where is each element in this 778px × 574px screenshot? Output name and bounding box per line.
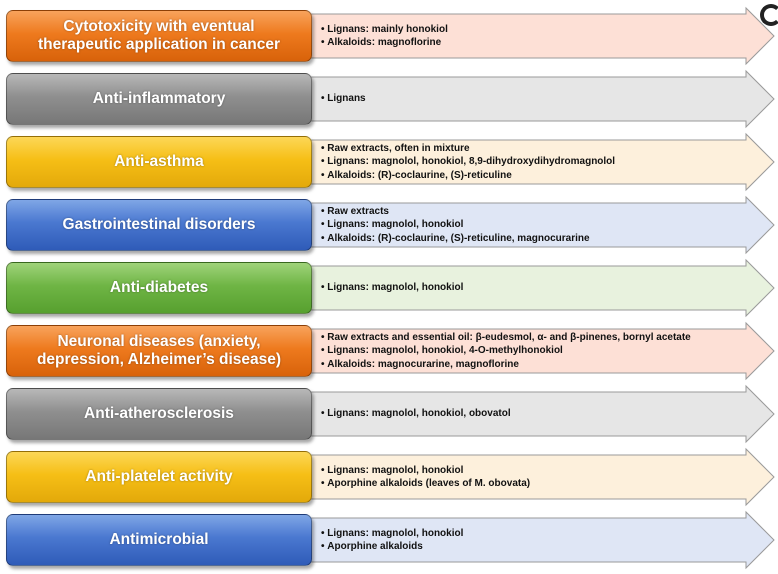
compound-list: [321, 259, 761, 317]
compound-item: • Lignans: magnolol, honokiol, obovatol: [321, 407, 761, 421]
loading-icon: [760, 4, 778, 26]
compound-item: • Alkaloids: magnoflorine: [321, 36, 761, 50]
compound-item: • Lignans: magnolol, honokiol, 8,9-dihydroxydihydromagnolol: [321, 155, 761, 169]
activity-label-box: [6, 325, 312, 377]
compound-item: • Raw extracts: [321, 205, 761, 219]
compound-item: • Lignans: magnolol, honokiol, 4-O-methylhonokiol: [321, 344, 761, 358]
activity-label: Cytotoxicity with eventual therapeutic application in cancer: [37, 18, 281, 53]
compound-item: • Lignans: magnolol, honokiol: [321, 218, 761, 232]
activity-row: [0, 385, 778, 443]
activity-label: Antimicrobial: [109, 531, 209, 548]
activity-label: Anti-inflammatory: [92, 90, 226, 107]
activity-row: [0, 259, 778, 317]
compound-list: [321, 70, 761, 128]
compound-item: • Lignans: magnolol, honokiol: [321, 464, 761, 478]
activity-label: Anti-diabetes: [109, 279, 209, 296]
activity-row: [0, 196, 778, 254]
activity-row: [0, 133, 778, 191]
activity-label-box: [6, 136, 312, 188]
compound-item: • Raw extracts and essential oil: β-eudesmol, α- and β-pinenes, bornyl acetate: [321, 331, 761, 345]
compound-item: • Alkaloids: magnocurarine, magnoflorine: [321, 358, 761, 372]
activity-row: [0, 448, 778, 506]
compound-list: [321, 196, 761, 254]
compound-list: [321, 448, 761, 506]
compound-item: • Lignans: [321, 92, 761, 106]
activity-label-box: [6, 10, 312, 62]
compound-item: • Raw extracts, often in mixture: [321, 142, 761, 156]
compound-item: • Lignans: mainly honokiol: [321, 23, 761, 37]
activity-label-box: [6, 199, 312, 251]
activity-label: Anti-platelet activity: [85, 468, 233, 485]
activity-label: Neuronal diseases (anxiety, depression, Alzheimer’s disease): [36, 333, 282, 368]
activity-label: Gastrointestinal disorders: [62, 216, 256, 233]
activity-label-box: [6, 73, 312, 125]
compound-item: • Alkaloids: (R)-coclaurine, (S)-reticuline, magnocurarine: [321, 232, 761, 246]
activity-label: Anti-atherosclerosis: [84, 405, 234, 422]
activity-label-box: [6, 451, 312, 503]
compound-item: • Aporphine alkaloids: [321, 540, 761, 554]
compound-item: • Lignans: magnolol, honokiol: [321, 281, 761, 295]
activity-label-box: [6, 388, 312, 440]
compound-item: • Lignans: magnolol, honokiol: [321, 527, 761, 541]
compound-list: [321, 511, 761, 569]
compound-list: [321, 133, 761, 191]
compound-item: • Aporphine alkaloids (leaves of M. obovata): [321, 477, 761, 491]
activity-label-box: [6, 262, 312, 314]
activity-row: [0, 322, 778, 380]
compound-list: [321, 322, 761, 380]
compound-list: [321, 385, 761, 443]
activity-label: Anti-asthma: [114, 153, 204, 170]
activity-row: [0, 70, 778, 128]
activity-row: [0, 511, 778, 569]
compound-item: • Alkaloids: (R)-coclaurine, (S)-reticuline: [321, 169, 761, 183]
activity-label-box: [6, 514, 312, 566]
activity-row: [0, 7, 778, 65]
compound-list: [321, 7, 761, 65]
